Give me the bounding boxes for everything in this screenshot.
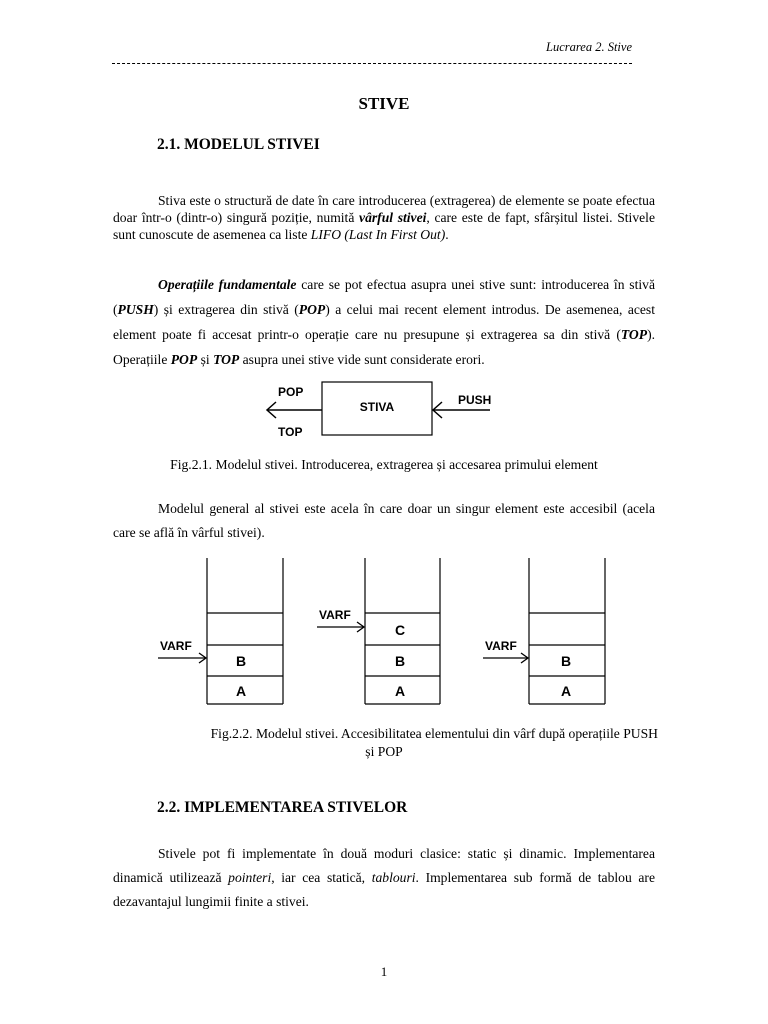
text-span: care se pot efectua asupra unei stive sunt: introducerea în stivă ( [113, 277, 655, 317]
text-span: asupra unei stive vide sunt considerate erori. [239, 352, 485, 367]
text-span: ) și extragerea din stivă ( [153, 302, 299, 317]
stack-box-label: STIVA [359, 400, 395, 414]
figure-2-caption-line-1: Fig.2.2. Modelul stivei. Accesibilitatea elementului din vârf după operațiile PUSH [210, 726, 658, 741]
stack-1-cell-a: A [235, 683, 247, 699]
paragraph-operations [113, 272, 655, 372]
emphasis-operatii: Operațiile fundamentale [158, 277, 297, 292]
text-span: . [445, 227, 449, 242]
paragraph-implementation [113, 842, 655, 914]
figure-stack-model [0, 376, 768, 456]
header-divider [112, 63, 632, 64]
figure-1-caption: Fig.2.1. Modelul stivei. Introducerea, extragerea și accesarea primului element [170, 457, 598, 472]
stack-2-pointer-label: VARF [319, 608, 351, 622]
header-lab: Lucrarea 2. [546, 40, 605, 54]
emphasis-top: TOP [620, 327, 648, 342]
page-title: STIVE [358, 94, 410, 113]
page-number: 1 [380, 964, 388, 979]
emphasis-push: PUSH [117, 302, 154, 317]
text-span: ) a celui mai recent element introdus. De asemenea, acest element poate fi accesat printr-o operație care nu presupune și extragerea sa din stivă ( [113, 302, 655, 342]
stack-2 [317, 558, 440, 704]
text-span: ). Operațiile [113, 327, 655, 367]
emphasis-tablouri: tablouri [371, 870, 416, 885]
running-header [112, 40, 632, 55]
figure-2-caption-line-2: și POP [365, 744, 403, 759]
stack-2-cell-c: C [394, 622, 406, 638]
text-span: Stivele pot fi implementate în două moduri clasice: static și dinamic. Implementarea dinamică utilizează [113, 846, 655, 885]
stack-3-cell-b: B [560, 653, 572, 669]
emphasis-pointeri: pointeri [228, 870, 272, 885]
top-label: TOP [278, 425, 303, 439]
emphasis-top: TOP [213, 352, 240, 367]
stack-3-cell-a: A [560, 683, 572, 699]
stack-3-pointer-label: VARF [485, 639, 517, 653]
paragraph-stack-definition [113, 192, 655, 243]
emphasis-lifo: LIFO (Last In First Out) [310, 227, 446, 242]
section-heading-1: 2.1. MODELUL STIVEI [157, 136, 320, 153]
stack-3 [483, 558, 605, 704]
figure-stack-accessibility [0, 556, 768, 706]
emphasis-varful-stivei: vârful stivei [359, 210, 427, 225]
stack-1 [158, 558, 283, 704]
stack-2-cell-b: B [394, 653, 406, 669]
pop-label: POP [278, 385, 304, 399]
push-label: PUSH [458, 393, 492, 407]
paragraph-general-model: Modelul general al stivei este acela în care doar un singur element este accesibil (acela care se află în vârful stivei). [113, 501, 655, 540]
text-span: și [197, 352, 214, 367]
text-span: , iar cea statică, [271, 870, 372, 885]
stack-1-pointer-label: VARF [160, 639, 192, 653]
header-topic: Stive [607, 40, 632, 54]
stack-1-cell-b: B [235, 653, 247, 669]
text-span: Stiva este o structură de date în care introducerea (extragerea) de elemente se poate efectua doar într-o (dintr-o) singură poziție, numită [113, 193, 655, 225]
emphasis-pop: POP [170, 352, 198, 367]
text-span: , care este de fapt, sfârșitul listei. Stivele sunt cunoscute de asemenea ca liste [113, 210, 655, 242]
section-heading-2: 2.2. IMPLEMENTAREA STIVELOR [157, 799, 408, 816]
stack-2-cell-a: A [394, 683, 406, 699]
emphasis-pop: POP [298, 302, 326, 317]
text-span: . Implementarea sub formă de tablou are dezavantajul lungimii finite a stivei. [113, 870, 655, 909]
